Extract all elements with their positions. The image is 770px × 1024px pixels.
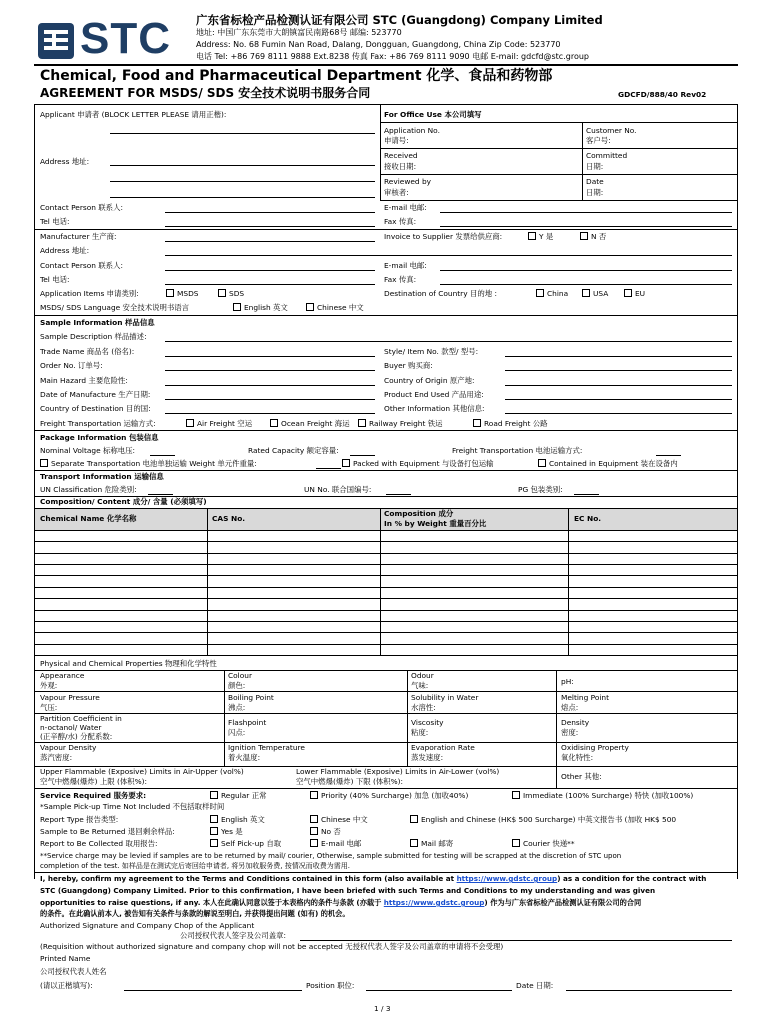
confirm-line-3	[40, 898, 641, 908]
dest-china-label: China	[547, 289, 569, 298]
oxid-cn: 氧化特性:	[561, 753, 594, 762]
sample-info-title: Sample Information 样品信息	[40, 318, 155, 327]
manufacturer-address-label: Address 地址:	[40, 246, 90, 255]
application-items-label: Application Items 申请类别:	[40, 289, 139, 298]
sample-desc-label: Sample Description 样品描述:	[40, 332, 147, 341]
transport-title: Transport Information 运输信息	[40, 472, 164, 481]
position-field[interactable]	[366, 990, 512, 991]
hazard-label: Main Hazard 主要危险性:	[40, 376, 128, 385]
company-name: 广东省标检产品检测认证有限公司 STC (Guangdong) Company Limited	[196, 13, 603, 27]
applicant-contact-field[interactable]	[165, 212, 375, 213]
checkbox[interactable]	[624, 289, 632, 297]
appearance-label: Appearance	[40, 671, 85, 680]
manufacturer-fax-label: Fax 传真:	[384, 275, 417, 284]
collect-self[interactable]	[210, 839, 281, 849]
collect-mail[interactable]	[410, 839, 453, 849]
end-use-label: Product End Used 产品用途:	[384, 390, 484, 399]
freight-air[interactable]	[186, 419, 252, 429]
checkbox[interactable]	[270, 419, 278, 427]
report-en-cn-label: English and Chinese (HK$ 500 Surcharge) 中英文报告书 (加收 HK$ 500	[421, 815, 677, 824]
invoice-label: Invoice to Supplier 发票给供应商:	[384, 232, 503, 241]
collect-courier-label: Courier 快递**	[523, 839, 575, 848]
confirm-line-1	[40, 874, 706, 884]
collect-email[interactable]	[310, 839, 361, 849]
collect-courier[interactable]	[512, 839, 575, 849]
language-label: MSDS/ SDS Language 安全技术说明书语言	[40, 303, 190, 312]
manuf-date-field[interactable]	[165, 399, 375, 400]
form-code: GDCFD/888/40 Rev02	[618, 90, 707, 99]
block-letter-note: (请以正楷填写):	[40, 981, 93, 990]
pg-label: PG 包装类别:	[518, 485, 563, 494]
item-sds-label: SDS	[229, 289, 245, 298]
checkbox[interactable]	[473, 419, 481, 427]
contained-in-equipment-label: Contained in Equipment 装在设备内	[549, 459, 678, 468]
table-row[interactable]	[34, 575, 738, 576]
company-logo	[38, 14, 190, 63]
service-note-2: completion of the test. 如样品是在测试完后寄回给申请者, 将另加收服务费, 按情况而收费为需用.	[40, 862, 350, 870]
table-row[interactable]	[34, 610, 738, 611]
terms-link-2[interactable]: https://www.gdstc.group	[383, 898, 485, 907]
report-chinese-label: Chinese 中文	[321, 815, 368, 824]
date-field[interactable]	[566, 990, 732, 991]
applicant-address-field-2[interactable]	[110, 181, 375, 182]
checkbox[interactable]	[310, 815, 318, 823]
trade-name-field[interactable]	[165, 356, 375, 357]
other-info-label: Other Information 其他信息:	[384, 404, 485, 413]
report-english-label: English 英文	[221, 815, 265, 824]
applicant-fax-field[interactable]	[440, 226, 732, 227]
freight-label: Freight Transportation 运输方式:	[40, 419, 156, 428]
invoice-no-label: N 否	[591, 232, 607, 241]
lang-english-label: English 英文	[244, 303, 288, 312]
printed-name-label: Printed Name	[40, 954, 91, 963]
manufacturer-email-field[interactable]	[440, 270, 732, 271]
boiling-label: Boiling Point	[228, 693, 274, 702]
item-msds-label: MSDS	[177, 289, 199, 298]
service-regular[interactable]	[210, 791, 266, 801]
lang-chinese[interactable]	[306, 303, 364, 313]
flash-cn: 闪点:	[228, 728, 246, 737]
battery-freight-field[interactable]	[656, 455, 681, 456]
contained-in-equipment[interactable]	[538, 459, 678, 469]
boiling-cn: 沸点:	[228, 703, 246, 712]
report-en-cn[interactable]	[410, 815, 676, 825]
origin-field[interactable]	[505, 385, 732, 386]
composition-title: Composition/ Content 成分/ 含量 (必须填写)	[40, 497, 207, 506]
manuf-date-label: Date of Manufacture 生产日期:	[40, 390, 151, 399]
package-title: Package Information 包装信息	[40, 433, 159, 442]
service-immediate[interactable]	[512, 791, 693, 801]
checkbox[interactable]	[218, 289, 226, 297]
confirm-line-2: STC (Guangdong) Company Limited. Prior to this confirmation, I have been briefed with such Terms and Conditions to my understanding and was given	[40, 886, 656, 895]
office-committed-cn: 日期:	[586, 162, 604, 171]
confirm-text-3a: opportunities to raise questions, if any. 本人在此确认同意以签于本表格内的条件与条款 (亦载于	[40, 898, 384, 907]
partition-label-3: (正辛醇/水) 分配系数:	[40, 732, 113, 741]
office-committed: Committed	[586, 151, 628, 160]
invoice-yes[interactable]	[528, 232, 553, 242]
applicant-email-label: E-mail 电邮:	[384, 203, 427, 212]
col-composition: Composition 成分	[384, 509, 454, 518]
un-no-label: UN No. 联合国编号:	[304, 485, 372, 494]
service-required-label: Service Required 服务要求:	[40, 791, 147, 800]
dest-china[interactable]	[536, 289, 568, 299]
manufacturer-email-label: E-mail 电邮:	[384, 261, 427, 270]
odour-label: Odour	[411, 671, 434, 680]
office-cust-no-cn: 客户号:	[586, 136, 611, 145]
freight-ocean[interactable]	[270, 419, 350, 429]
date-label: Date 日期:	[516, 981, 554, 990]
service-immediate-label: Immediate (100% Surcharge) 特快 (加收100%)	[523, 791, 694, 800]
table-row[interactable]	[34, 587, 738, 588]
office-app-no-cn: 申请号:	[384, 136, 409, 145]
report-chinese[interactable]	[310, 815, 368, 825]
buyer-field[interactable]	[505, 370, 732, 371]
un-no-field[interactable]	[386, 494, 411, 495]
table-row[interactable]	[34, 553, 738, 554]
returned-label: Sample to Be Returned 退回剩余样品:	[40, 827, 175, 836]
checkbox[interactable]	[310, 839, 318, 847]
viscosity-cn: 粘度:	[411, 728, 429, 737]
confirm-line-4: 的条件。在此确认前本人, 被告知有关条件与条款的解说至明白, 并获得提出问题 (如有) 的机会。	[40, 909, 350, 918]
lower-limit-label: Lower Flammable (Exposive) Limits in Air-Lower (vol%)	[296, 767, 500, 776]
nominal-voltage-field[interactable]	[150, 455, 175, 456]
checkbox[interactable]	[512, 791, 520, 799]
other-prop-label: Other 其他:	[561, 772, 602, 781]
nominal-voltage-label: Nominal Voltage 标称电压:	[40, 446, 136, 455]
office-reviewed-cn: 审核者:	[384, 188, 409, 197]
address-cn: 地址: 中国广东东莞市大朗镇富民南路68号 邮编: 523770	[196, 28, 402, 37]
agreement-title: AGREEMENT FOR MSDS/ SDS 安全技术说明书服务合同	[40, 86, 371, 100]
oxid-label: Oxidising Property	[561, 743, 629, 752]
checkbox[interactable]	[306, 303, 314, 311]
table-row[interactable]	[34, 541, 738, 542]
rated-capacity-label: Rated Capacity 额定容量:	[248, 446, 339, 455]
density-cn: 密度:	[561, 728, 579, 737]
applicant-tel-label: Tel 电话:	[40, 217, 70, 226]
applicant-fax-label: Fax 传真:	[384, 217, 417, 226]
pg-field[interactable]	[574, 494, 599, 495]
upper-limit-cn: 空气中燃爆(爆炸) 上限 (体积%):	[40, 777, 148, 786]
contact-line: 电话 Tel: +86 769 8111 9888 Ext.8238 传真 Fax: +86 769 8111 9090 电邮 E-mail: gdcfd@stc.group	[196, 52, 589, 61]
vapour-pressure-label: Vapour Pressure	[40, 693, 100, 702]
confirm-text-1a: I, hereby, confirm my agreement to the Terms and Conditions contained in this form (also available at	[40, 874, 457, 883]
viscosity-label: Viscosity	[411, 718, 444, 727]
checkbox[interactable]	[512, 839, 520, 847]
manufacturer-tel-field[interactable]	[165, 284, 375, 285]
density-label: Density	[561, 718, 590, 727]
evap-cn: 蒸发速度:	[411, 753, 444, 762]
freight-railway-label: Railway Freight 铁运	[369, 419, 443, 428]
order-label: Order No. 订单号:	[40, 361, 103, 370]
applicant-tel-field[interactable]	[165, 226, 375, 227]
destination-label: Destination of Country 目的地 :	[384, 289, 497, 298]
col-composition-pct: In % by Weight 重量百分比	[384, 519, 487, 528]
un-class-label: UN Classification 危险类别:	[40, 485, 137, 494]
checkbox[interactable]	[538, 459, 546, 467]
invoice-no[interactable]	[580, 232, 606, 242]
freight-air-label: Air Freight 空运	[197, 419, 253, 428]
office-received-cn: 接收日期:	[384, 162, 417, 171]
appearance-cn: 外观:	[40, 681, 58, 690]
office-date: Date	[586, 177, 604, 186]
col-chemical-name: Chemical Name 化学名称	[40, 514, 137, 523]
table-row[interactable]	[34, 598, 738, 599]
colour-label: Colour	[228, 671, 252, 680]
hazard-field[interactable]	[165, 385, 375, 386]
collect-mail-label: Mail 邮寄	[421, 839, 454, 848]
checkbox[interactable]	[410, 839, 418, 847]
freight-ocean-label: Ocean Freight 海运	[281, 419, 350, 428]
packed-with-equipment[interactable]	[342, 459, 494, 469]
manufacturer-fax-field[interactable]	[440, 284, 732, 285]
invoice-yes-label: Y 是	[539, 232, 554, 241]
checkbox[interactable]	[210, 827, 218, 835]
end-use-field[interactable]	[505, 399, 732, 400]
confirm-text-3b: ) 作为与广东省标检产品检测认证有限公司的合同	[484, 898, 642, 907]
evap-label: Evaporation Rate	[411, 743, 475, 752]
report-english[interactable]	[210, 815, 265, 825]
manufacturer-address-field[interactable]	[165, 255, 732, 256]
checkbox[interactable]	[310, 827, 318, 835]
checkbox[interactable]	[233, 303, 241, 311]
item-msds[interactable]	[166, 289, 198, 299]
solubility-cn: 水溶性:	[411, 703, 436, 712]
ignition-label: Ignition Temperature	[228, 743, 305, 752]
address-en: Address: No. 68 Fumin Nan Road, Dalang, Dongguan, Guangdong, China Zip Code: 523770	[196, 40, 561, 49]
office-date-cn: 日期:	[586, 188, 604, 197]
table-row[interactable]	[34, 564, 738, 565]
dest-eu[interactable]	[624, 289, 645, 299]
rated-capacity-field[interactable]	[350, 455, 375, 456]
applicant-email-field[interactable]	[440, 212, 732, 213]
department-title: Chemical, Food and Pharmaceutical Department 化学、食品和药物部	[40, 68, 553, 84]
collect-email-label: E-mail 电邮	[321, 839, 362, 848]
checkbox[interactable]	[210, 815, 218, 823]
dest-eu-label: EU	[635, 289, 646, 298]
manufacturer-contact-field[interactable]	[165, 270, 375, 271]
manufacturer-contact-label: Contact Person 联系人:	[40, 261, 123, 270]
sample-desc-field[interactable]	[165, 341, 732, 342]
freight-road[interactable]	[473, 419, 548, 429]
ph-label: pH:	[561, 677, 574, 686]
freight-railway[interactable]	[358, 419, 443, 429]
office-reviewed: Reviewed by	[384, 177, 432, 186]
table-row[interactable]	[34, 632, 738, 633]
collected-label: Report to Be Collected 取用报告:	[40, 839, 158, 848]
lower-limit-cn: 空气中燃爆(爆炸) 下限 (体积%):	[296, 777, 404, 786]
collect-self-label: Self Pick-up 自取	[221, 839, 282, 848]
applicant-address-field-3[interactable]	[110, 197, 375, 198]
terms-link[interactable]: https://www.gdstc.group	[456, 874, 558, 883]
checkbox[interactable]	[166, 289, 174, 297]
partition-label-1: Partition Coefficient in	[40, 714, 122, 723]
returned-no-label: No 否	[321, 827, 341, 836]
colour-cn: 颜色:	[228, 681, 246, 690]
applicant-contact-label: Contact Person 联系人:	[40, 203, 123, 212]
service-priority[interactable]	[310, 791, 468, 801]
style-label: Style/ Item No. 款型/ 型号:	[384, 347, 479, 356]
odour-cn: 气味:	[411, 681, 429, 690]
style-field[interactable]	[505, 356, 732, 357]
order-field[interactable]	[165, 370, 375, 371]
logo-text: STC	[80, 14, 171, 63]
upper-limit-label: Upper Flammable (Exposive) Limits in Air-Upper (vol%)	[40, 767, 244, 776]
lang-chinese-label: Chinese 中文	[317, 303, 364, 312]
printed-name-field[interactable]	[124, 990, 302, 991]
flash-label: Flashpoint	[228, 718, 267, 727]
applicant-name-field[interactable]	[110, 133, 375, 134]
requisition-note: (Requisition without authorized signature and company chop will not be accepted 无授权代表人签字及公司盖章的申请将不会受理)	[40, 942, 504, 951]
applicant-label: Applicant 申请者 (BLOCK LETTER PLEASE 请用正楷):	[40, 110, 227, 119]
checkbox[interactable]	[528, 232, 536, 240]
dest-usa-label: USA	[593, 289, 609, 298]
checkbox[interactable]	[582, 289, 590, 297]
office-app-no: Application No.	[384, 126, 440, 135]
office-cust-no: Customer No.	[586, 126, 637, 135]
battery-freight-label: Freight Transportation 电池运输方式:	[452, 446, 583, 455]
col-ec-no: EC No.	[574, 514, 602, 523]
signature-field[interactable]	[300, 940, 732, 941]
checkbox[interactable]	[210, 839, 218, 847]
checkbox[interactable]	[580, 232, 588, 240]
auth-signature-label: Authorized Signature and Company Chop of the Applicant	[40, 921, 255, 930]
applicant-address-field[interactable]	[110, 165, 375, 166]
table-row[interactable]	[34, 644, 738, 645]
packed-with-equipment-label: Packed with Equipment 与设备打包运输	[353, 459, 494, 468]
office-received: Received	[384, 151, 418, 160]
checkbox[interactable]	[410, 815, 418, 823]
applicant-address-label: Address 地址:	[40, 157, 90, 166]
returned-no[interactable]	[310, 827, 341, 837]
page-number: 1 / 3	[374, 1004, 391, 1013]
report-type-label: Report Type 报告类型:	[40, 815, 119, 824]
trade-name-label: Trade Name 商品名 (俗名):	[40, 347, 135, 356]
service-priority-label: Priority (40% Surcharge) 加急 (加收40%)	[321, 791, 469, 800]
manufacturer-field[interactable]	[165, 241, 375, 242]
position-label: Position 职位:	[306, 981, 355, 990]
table-row[interactable]	[34, 621, 738, 622]
un-class-field[interactable]	[148, 494, 173, 495]
checkbox[interactable]	[210, 791, 218, 799]
dest-usa[interactable]	[582, 289, 608, 299]
melting-label: Melting Point	[561, 693, 610, 702]
checkbox[interactable]	[342, 459, 350, 467]
ignition-cn: 着火温度:	[228, 753, 261, 762]
manufacturer-label: Manufacturer 生产商:	[40, 232, 117, 241]
checkbox[interactable]	[40, 459, 48, 467]
dest-country-field[interactable]	[165, 413, 375, 414]
separate-transport[interactable]	[40, 459, 257, 469]
partition-label-2: n-octanol/ Water	[40, 723, 102, 732]
solubility-label: Solubility in Water	[411, 693, 479, 702]
vapour-density-label: Vapour Density	[40, 743, 97, 752]
physical-title: Physical and Chemical Properties 物理和化学特性	[40, 659, 217, 668]
freight-road-label: Road Freight 公路	[484, 419, 548, 428]
origin-label: Country of Origin 原产地:	[384, 376, 475, 385]
melting-cn: 熔点:	[561, 703, 579, 712]
separate-transport-label: Separate Transportation 电池单独运输 Weight 单元件重量:	[51, 459, 257, 468]
confirm-text-1b: ) as a condition for the contract with	[557, 874, 707, 883]
weight-field[interactable]	[316, 468, 341, 469]
item-sds[interactable]	[218, 289, 244, 299]
dest-country-label: Country of Destination 目的国:	[40, 404, 151, 413]
auth-signature-cn: 公司授权代表人签字及公司盖章:	[180, 931, 286, 940]
checkbox[interactable]	[536, 289, 544, 297]
vapour-density-cn: 蒸汽密度:	[40, 753, 73, 762]
service-note-1: **Service charge may be levied if samples are to be returned by mail/ courier, Otherwise, sample submitted for testing will be scrapped at the discretion of STC upon	[40, 852, 622, 860]
buyer-label: Buyer 购买商:	[384, 361, 433, 370]
returned-yes[interactable]	[210, 827, 243, 837]
manufacturer-tel-label: Tel 电话:	[40, 275, 70, 284]
returned-yes-label: Yes 是	[221, 827, 243, 836]
lang-english[interactable]	[233, 303, 288, 313]
checkbox[interactable]	[310, 791, 318, 799]
pickup-note: *Sample Pick-up Time Not Included 不包括取样时间	[40, 802, 225, 811]
vapour-pressure-cn: 气压:	[40, 703, 58, 712]
col-cas-no: CAS No.	[212, 514, 246, 523]
printed-name-cn: 公司授权代表人姓名	[40, 967, 107, 976]
service-regular-label: Regular 正常	[221, 791, 267, 800]
other-info-field[interactable]	[505, 413, 732, 414]
checkbox[interactable]	[358, 419, 366, 427]
office-use-title: For Office Use 本公司填写	[384, 110, 482, 119]
checkbox[interactable]	[186, 419, 194, 427]
